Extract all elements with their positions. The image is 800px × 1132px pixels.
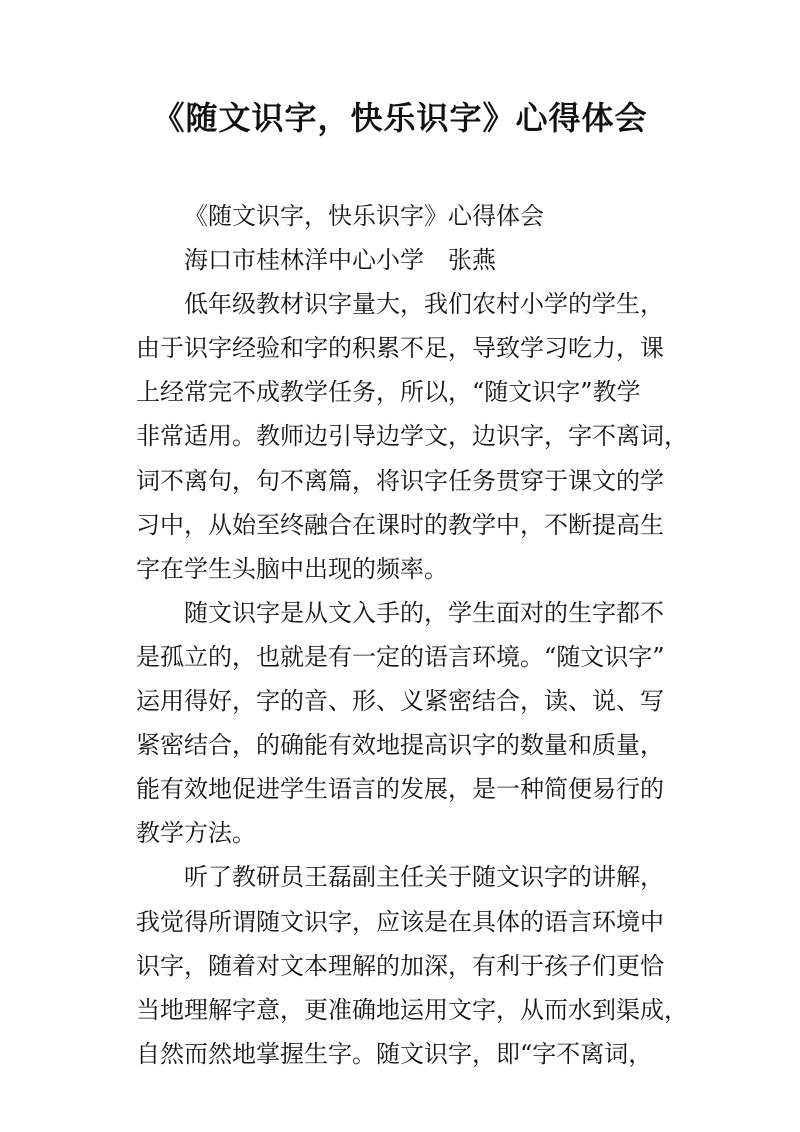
body-line: 听了教研员王磊副主任关于随文识字的讲解， [184,863,664,892]
body-line: 自然而然地掌握生字。随文识字，即“字不离词， [136,1039,653,1068]
body-line: 海口市桂林洋中心小学 张燕 [184,246,496,275]
body-line: 随文识字是从文入手的，学生面对的生字都不 [184,598,664,627]
body-line: 低年级教材识字量大，我们农村小学的学生， [184,290,664,319]
body-line: 当地理解字意，更准确地运用文字，从而水到渠成， [136,995,688,1024]
body-line: 《随文识字，快乐识字》心得体会 [184,202,544,230]
body-line: 习中，从始至终融合在课时的教学中，不断提高生 [136,510,664,539]
document-title: 《随文识字，快乐识字》心得体会 [152,99,648,137]
body-line: 我觉得所谓随文识字，应该是在具体的语言环境中 [136,907,664,936]
body-line: 由于识字经验和字的积累不足，导致学习吃力，课 [136,334,664,363]
body-line: 词不离句，句不离篇，将识字任务贯穿于课文的学 [136,466,664,495]
body-line: 字在学生头脑中出现的频率。 [136,554,448,583]
body-line: 教学方法。 [136,819,256,848]
document-body [136,194,688,1076]
body-line: 能有效地促进学生语言的发展，是一种简便易行的 [136,775,664,804]
body-line: 识字，随着对文本理解的加深，有利于孩子们更恰 [136,951,664,980]
body-line: 上经常完不成教学任务，所以，“随文识字”教学 [136,378,641,407]
body-line: 是孤立的，也就是有一定的语言环境。“随文识字” [136,642,665,671]
body-line: 运用得好，字的音、形、义紧密结合，读、说、写 [136,687,664,716]
body-line: 紧密结合，的确能有效地提高识字的数量和质量， [136,731,664,760]
body-line: 非常适用。教师边引导边学文，边识字，字不离词， [136,422,688,451]
